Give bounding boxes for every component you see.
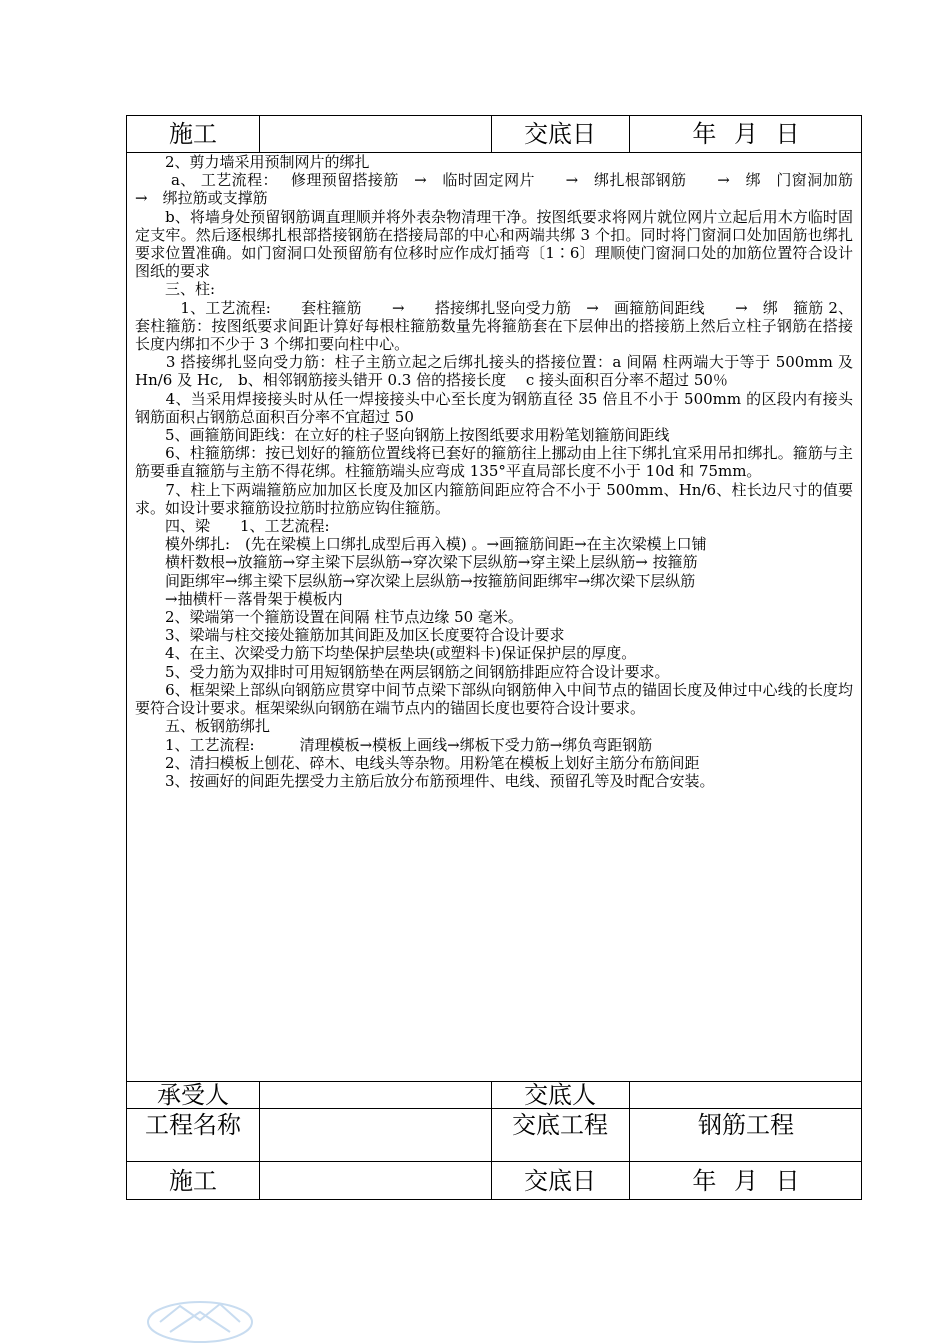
body-line: 1、工艺流程: 套柱箍筋 → 搭接绑扎竖向受力筋 → 画箍筋间距线 → 绑 箍筋 2、套柱箍筋：按图纸要求间距计算好每根柱箍筋数量先将箍筋套在下层伸出的搭接筋上然后立柱子钢筋在搭接长度内绑扣不少于 3 个绑扣要向柱中心。 — [135, 298, 853, 354]
body-line: 3 搭接绑扎竖向受力筋：柱子主筋立起之后绑扎接头的搭接位置：a 间隔 柱两端大于等于 500mm 及 Hn/6 及 Hc, b、相邻钢筋接头错开 0.3 倍的搭接长度 c 接头面积百分率不超过 50％ — [135, 353, 858, 390]
body-line: 4、在主、次梁受力筋下均垫保护层垫块(或塑料卡)保证保护层的厚度。 — [135, 644, 637, 663]
body-line: 4、当采用焊接接头时从任一焊接接头中心至长度为钢筋直径 35 倍且不小于 500mm 的区段内有接头钢筋面积占钢筋总面积百分率不宜超过 50 — [135, 389, 853, 426]
date-value: 年 月 日 — [692, 120, 800, 148]
disclosure-body-text — [135, 153, 884, 790]
body-line: 6、柱箍筋绑：按已划好的箍筋位置线将已套好的箍筋往上挪动由上往下绑扎宜采用吊扣绑扎。箍筋与主筋要垂直箍筋与主筋不得花绑。柱箍筋端头应弯成 135°平直局部长度不小于 10d 和 75mm。 — [135, 444, 853, 481]
construction-label-bottom: 施工 — [169, 1166, 217, 1195]
body-line: 2、剪力墙采用预制网片的绑扎 — [135, 153, 370, 171]
body-line: 5、受力筋为双排时可用短钢筋垫在两层钢筋之间钢筋排距应符合设计要求。 — [135, 662, 670, 681]
body-line: 3、按画好的间距先摆受力主筋后放分布筋预埋件、电线、预留孔等及时配合安装。 — [135, 771, 715, 790]
receiver-row — [126, 1081, 862, 1109]
body-line: 四、梁 1、工艺流程: — [135, 517, 330, 536]
body-line: 五、板钢筋绑扎 — [135, 717, 271, 736]
receiver-label: 承受人 — [157, 1081, 229, 1109]
content-area — [126, 152, 884, 1082]
body-line: 6、框架梁上部纵向钢筋应贯穿中间节点梁下部纵向钢筋伸入中间节点的锚固长度及伸过中心线的长度均要符合设计要求。框架梁纵向钢筋在端节点内的锚固长度也要符合设计要求。 — [135, 680, 853, 718]
body-line: →抽横杆－落骨架于模板内 — [135, 589, 343, 608]
project-name-label: 工程名称 — [145, 1111, 241, 1139]
bottom-date-row — [126, 1161, 862, 1200]
receiver-value[interactable] — [259, 1082, 491, 1108]
discloser-label: 交底人 — [524, 1081, 596, 1109]
body-line: 5、画箍筋间距线：在立好的柱子竖向钢筋上按图纸要求用粉笔划箍筋间距线 — [135, 426, 670, 445]
body-line: a、 工艺流程： 修理预留搭接筋 → 临时固定网片 → 绑扎根部钢筋 → 绑 门窗洞加筋 → 绑拉筋或支撑筋 — [135, 171, 884, 208]
date-label: 交底日 — [524, 120, 596, 148]
body-line: 7、柱上下两端箍筋应加加区长度及加区内箍筋间距应符合不小于 500mm、Hn/6、柱长边尺寸的值要求。如设计要求箍筋设拉筋时拉筋应钩住箍筋。 — [135, 480, 853, 517]
body-line: 间距绑牢→绑主梁下层纵筋→穿次梁上层纵筋→按箍筋间距绑牢→绑次梁下层纵筋 — [135, 571, 696, 590]
project-row — [126, 1108, 862, 1162]
project-name-value[interactable] — [259, 1109, 491, 1161]
construction-label: 施工 — [169, 120, 217, 148]
stamp-watermark — [140, 1292, 260, 1344]
top-header-row — [126, 115, 862, 153]
body-line: 横杆数根→放箍筋→穿主梁下层纵筋→穿次梁下层纵筋→穿主梁上层纵筋→ 按箍筋 — [135, 553, 698, 572]
body-line: 三、柱: — [135, 280, 216, 299]
body-line: 模外绑扎: (先在梁模上口绑扎成型后再入模) 。→画箍筋间距→在主次梁模上口铺 — [135, 535, 707, 554]
body-line: 1、工艺流程: 清理模板→模板上画线→绑板下受力筋→绑负弯距钢筋 — [135, 735, 653, 754]
discloser-value[interactable] — [629, 1082, 863, 1108]
body-line: 2、梁端第一个箍筋设置在间隔 柱节点边缘 50 毫米。 — [135, 608, 523, 627]
body-line: 3、梁端与柱交接处箍筋加其间距及加区长度要符合设计要求 — [135, 626, 565, 645]
date-label-bottom: 交底日 — [524, 1166, 596, 1195]
disclosure-project-value: 钢筋工程 — [698, 1111, 794, 1139]
disclosure-project-label: 交底工程 — [512, 1111, 608, 1139]
date-value-bottom: 年 月 日 — [692, 1166, 800, 1195]
body-line: b、将墙身处预留钢筋调直理顺并将外表杂物清理干净。按图纸要求将网片就位网片立起后用木方临时固定支牢。然后逐根绑扎根部搭接钢筋在搭接局部的中心和两端共绑 3 个扣。同时将门窗洞口处加固筋也绑扎要求位置准确。如门窗洞口处预留筋有位移时应作成灯插弯〔1∶6〕理顺使门窗洞口处的加筋位置符合设计图纸的要求 — [135, 207, 853, 281]
body-line: 2、清扫模板上刨花、碎木、电线头等杂物。用粉笔在模板上划好主筋分布筋间距 — [135, 753, 700, 772]
